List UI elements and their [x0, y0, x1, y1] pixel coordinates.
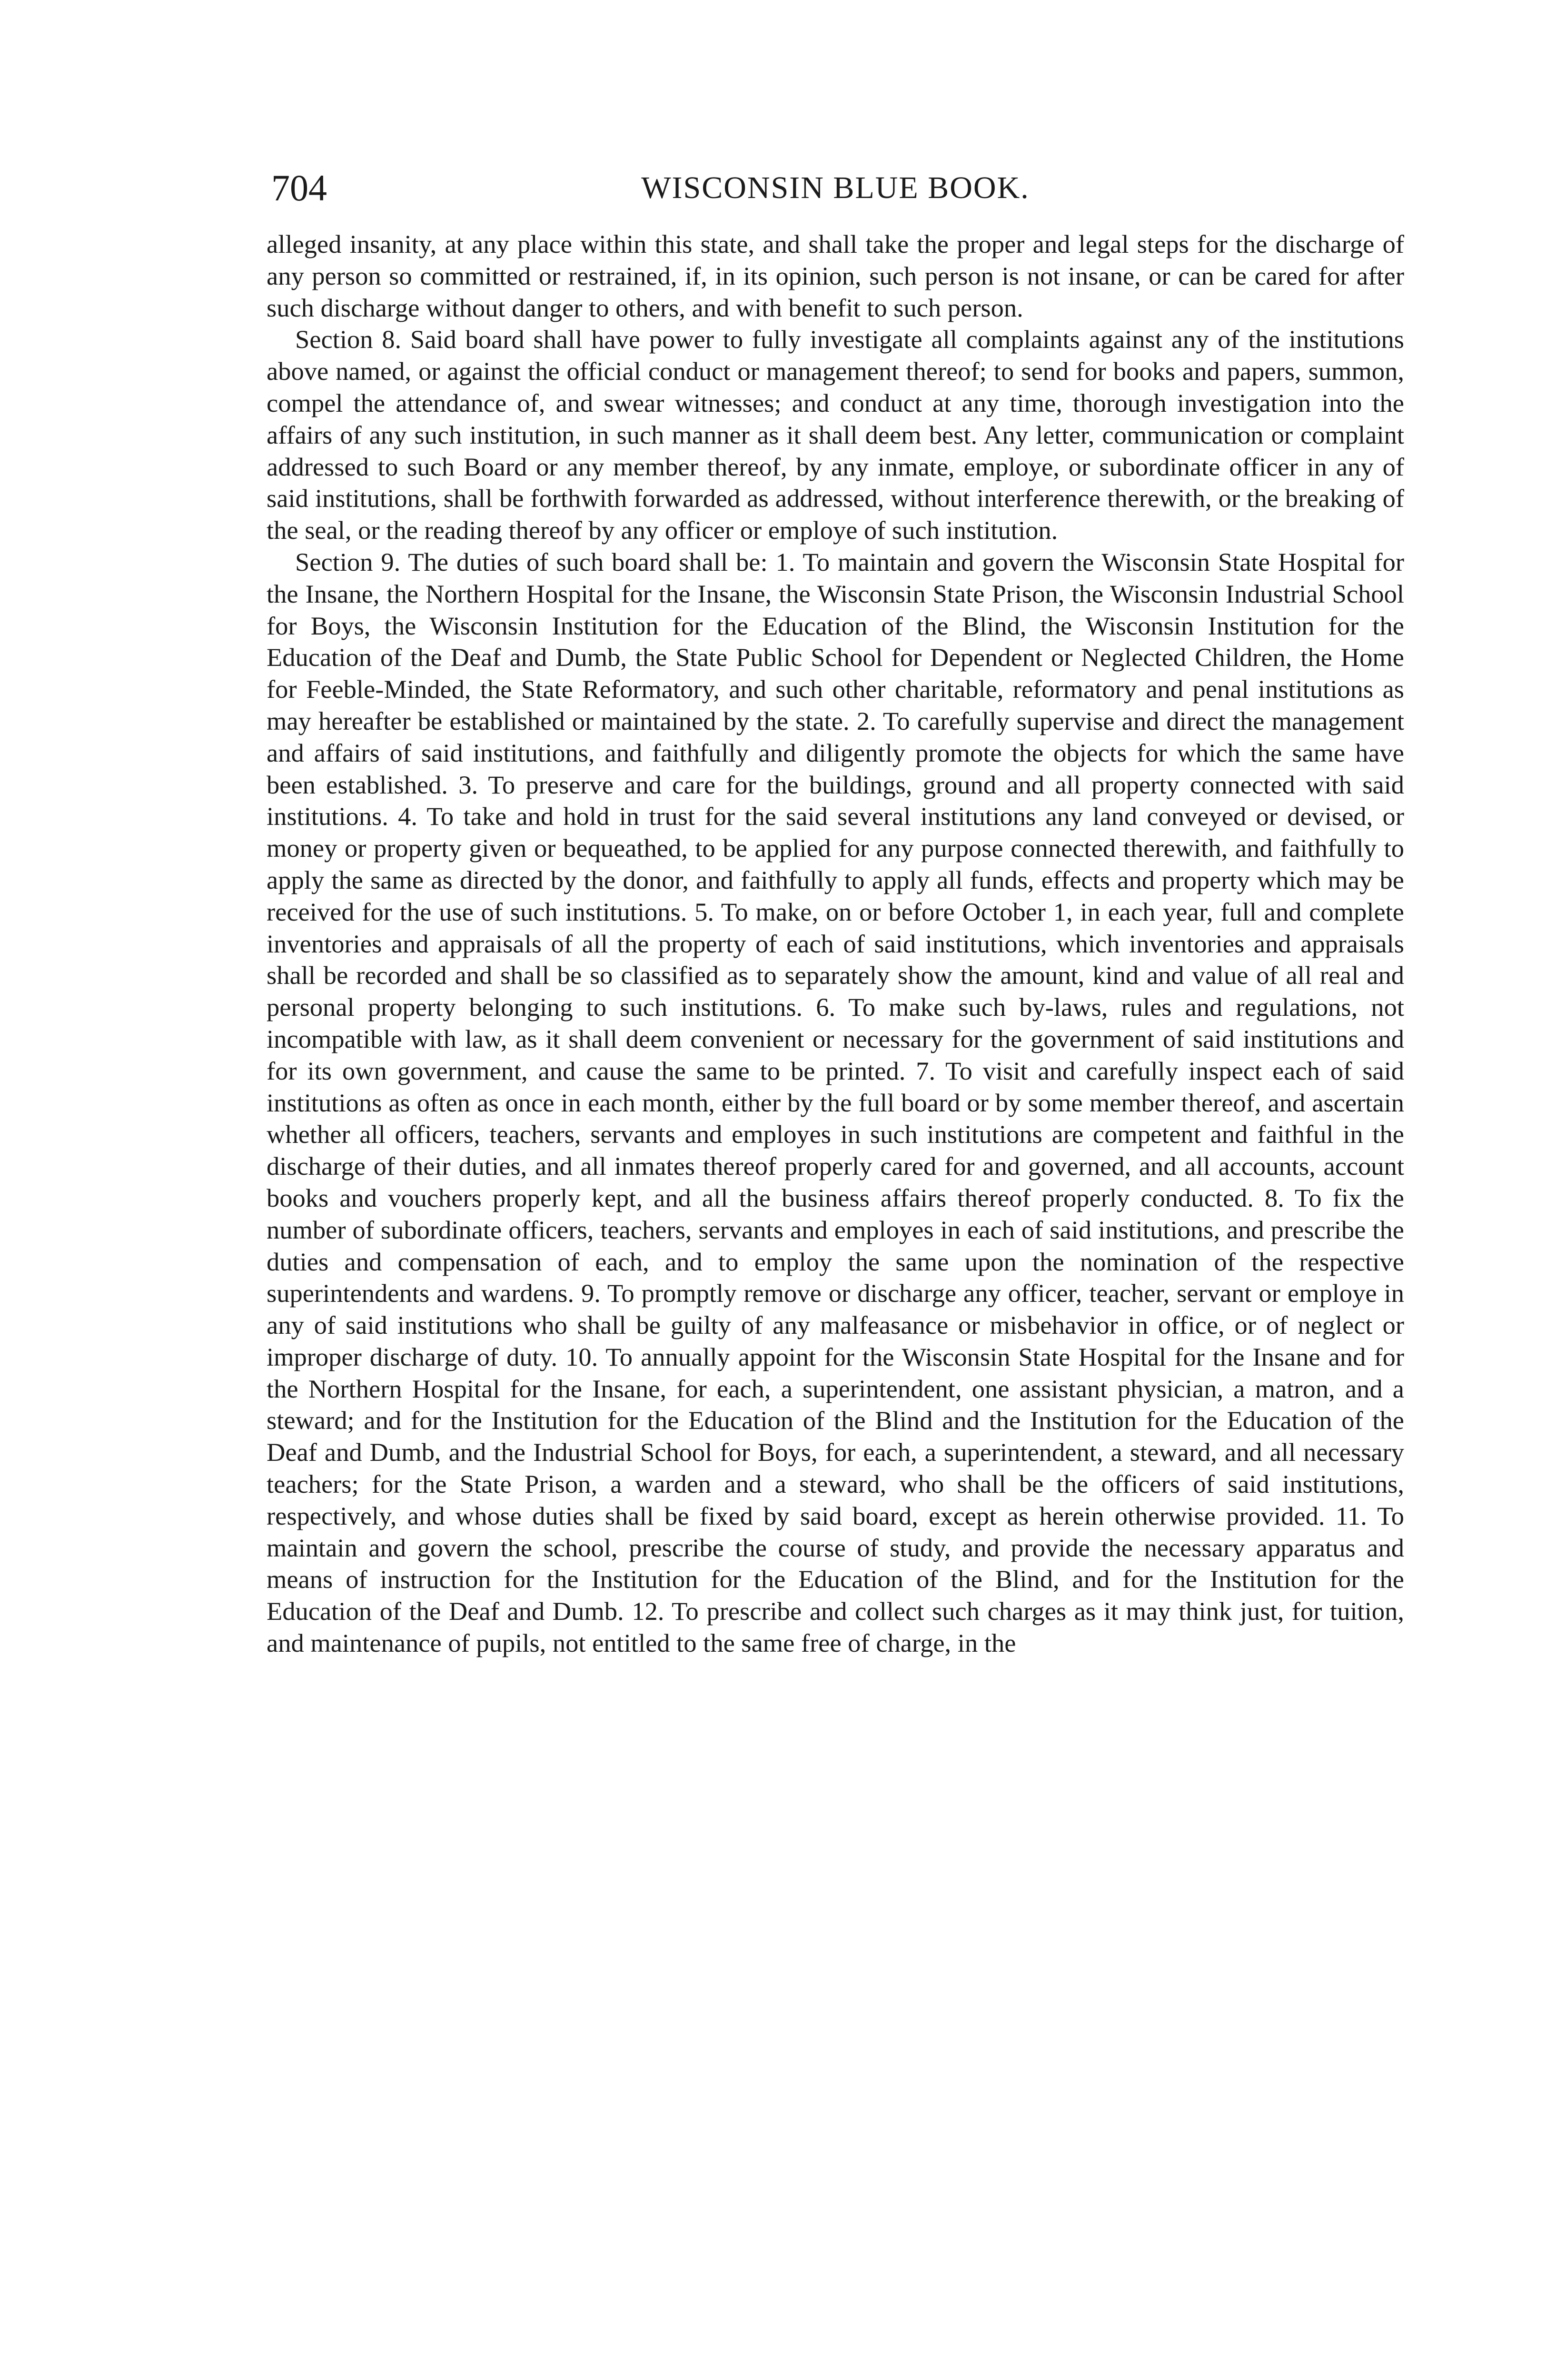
- page-body: [267, 228, 1404, 1659]
- page-number: 704: [271, 167, 327, 208]
- page-header: [267, 162, 1404, 214]
- paragraph-section-8: Section 8. Said board shall have power to fully investigate all complaints against any of the institutions above named, or against the official conduct or management thereof; to send for books and papers, summon, compel the attendance of, and swear witnesses; and conduct at any time, thorough investigation into the affairs of any such institution, in such manner as it shall deem best. Any letter, communication or complaint addressed to such Board or any member thereof, by any inmate, employe, or subordinate officer in any of said institutions, shall be forthwith forwarded as addressed, without interference therewith, or the breaking of the seal, or the reading thereof by any officer or employe of such institution.: [267, 325, 1404, 545]
- book-page: [267, 162, 1404, 2351]
- paragraph-continuation: alleged insanity, at any place within this state, and shall take the proper and legal steps for the discharge of any person so committed or restrained, if, in its opinion, such person is not insane, or can be cared for after such discharge without danger to others, and with benefit to such person.: [267, 229, 1404, 322]
- paragraph-section-9: Section 9. The duties of such board shall be: 1. To maintain and govern the Wisconsin State Hospital for the Insane, the Northern Hospital for the Insane, the Wisconsin State Prison, the Wisconsin Industrial School for Boys, the Wisconsin Institution for the Education of the Blind, the Wisconsin Institution for the Education of the Deaf and Dumb, the State Public School for Dependent or Neglected Children, the Home for Feeble-Minded, the State Reformatory, and such other charitable, reformatory and penal institutions as may hereafter be established or maintained by the state. 2. To carefully supervise and direct the management and affairs of said institutions, and faithfully and diligently promote the objects for which the same have been established. 3. To preserve and care for the buildings, ground and all property connected with said institutions. 4. To take and hold in trust for the said several institutions any land conveyed or devised, or money or property given or bequeathed, to be applied for any purpose connected therewith, and faithfully to apply the same as directed by the donor, and faithfully to apply all funds, effects and property which may be received for the use of such institutions. 5. To make, on or before October 1, in each year, full and complete inventories and appraisals of all the property of each of said institutions, which inventories and appraisals shall be recorded and shall be so classified as to separately show the amount, kind and value of all real and personal property belonging to such institutions. 6. To make such by-laws, rules and regulations, not incompatible with law, as it shall deem convenient or necessary for the government of said institutions and for its own government, and cause the same to be printed. 7. To visit and carefully inspect each of said institutions as often as once in each month, either by the full board or by some member thereof, and ascertain whether all officers, teachers, servants and employes in such institutions are competent and faithful in the discharge of their duties, and all inmates thereof properly cared for and governed, and all accounts, account books and vouchers properly kept, and all the business affairs thereof properly conducted. 8. To fix the number of subordinate officers, teachers, servants and employes in each of said institutions, and prescribe the duties and compensation of each, and to employ the same upon the nomination of the respective superintendents and wardens. 9. To promptly remove or discharge any officer, teacher, servant or employe in any of said institutions who shall be guilty of any malfeasance or misbehavior in office, or of neglect or improper discharge of duty. 10. To annually appoint for the Wisconsin State Hospital for the Insane and for the Northern Hospital for the Insane, for each, a superintendent, one assistant physician, a matron, and a steward; and for the Institution for the Education of the Blind and the Institution for the Education of the Deaf and Dumb, and the Industrial School for Boys, for each, a superintendent, a steward, and all necessary teachers; for the State Prison, a warden and a steward, who shall be the officers of said institutions, respectively, and whose duties shall be fixed by said board, except as herein otherwise provided. 11. To maintain and govern the school, prescribe the course of study, and provide the necessary apparatus and means of instruction for the Institution for the Education of the Blind, and for the Institution for the Education of the Deaf and Dumb. 12. To prescribe and collect such charges as it may think just, for tuition, and maintenance of pupils, not entitled to the same free of charge, in the: [267, 547, 1404, 1658]
- running-head: WISCONSIN BLUE BOOK.: [641, 170, 1030, 205]
